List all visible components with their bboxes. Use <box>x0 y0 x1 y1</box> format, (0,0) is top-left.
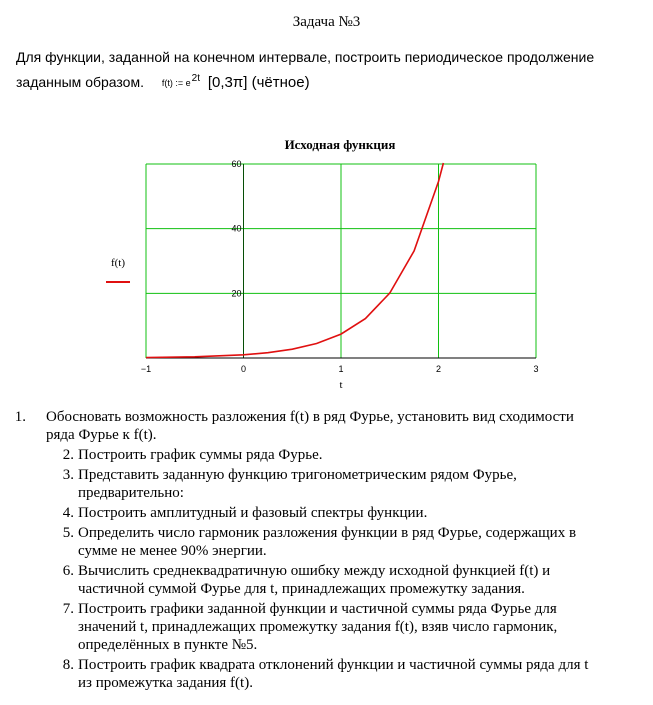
x-tick-label: −1 <box>140 364 152 374</box>
task-text-line: ряда Фурье к f(t). <box>46 427 157 443</box>
task-text-line: значений t, принадлежащих промежутку задания f(t), взяв число гармоник, <box>78 619 558 635</box>
task-text-line: предварительно: <box>78 485 184 501</box>
x-tick-label: 3 <box>533 364 539 374</box>
x-tick-label: 2 <box>435 364 442 374</box>
task-text-line: частичной суммой Фурье для t, принадлежащих промежутку задания. <box>78 581 525 597</box>
task-number: 8. <box>62 657 74 673</box>
task-text-line: Построить графики заданной функции и частичной суммы ряда Фурье для <box>78 601 557 617</box>
series-line <box>146 163 443 358</box>
task-number: 1. <box>14 409 26 425</box>
task-text-line: Построить график суммы ряда Фурье. <box>78 447 323 463</box>
x-tick-label: 1 <box>338 364 344 374</box>
chart-grid <box>146 164 536 358</box>
task-text-line: Вычислить среднеквадратичную ошибку между исходной функцией f(t) и <box>78 563 551 579</box>
formula-exponent: 2t <box>191 73 200 84</box>
formula-interval: [0,3π] (чётное) <box>207 74 310 91</box>
task-text-line: Определить число гармоник разложения функции в ряд Фурье, содержащих в <box>78 525 577 541</box>
chart-ticks <box>141 159 539 374</box>
intro-line-2 <box>16 68 641 94</box>
task-number: 4. <box>62 505 74 521</box>
intro-line-1: Для функции, заданной на конечном интервале, построить периодическое продолжение <box>16 49 595 65</box>
task-number: 6. <box>62 563 74 579</box>
y-axis-label: f(t) <box>110 257 126 269</box>
task-text-line: Построить амплитудный и фазовый спектры функции. <box>78 505 428 521</box>
task-text-line: Представить заданную функцию тригонометрическим рядом Фурье, <box>78 467 517 483</box>
task-number: 3. <box>62 467 74 483</box>
intro-paragraph <box>16 46 641 94</box>
task-text-line: из промежутка задания f(t). <box>78 675 253 691</box>
page-title: Задача №3 <box>292 14 361 30</box>
task-text-line: Обосновать возможность разложения f(t) в ряд Фурье, установить вид сходимости <box>46 409 574 425</box>
x-axis-label: t <box>339 379 343 391</box>
y-tick-label: 20 <box>231 288 242 299</box>
task-number: 7. <box>62 601 74 617</box>
task-text-line: Построить график квадрата отклонений функции и частичной суммы ряда для t <box>78 657 589 673</box>
chart-title: Исходная функция <box>284 137 396 152</box>
chart-series <box>146 163 444 358</box>
task-number: 5. <box>62 525 74 541</box>
y-tick-label: 40 <box>231 223 242 234</box>
y-tick-label: 60 <box>231 159 242 169</box>
task-number: 2. <box>62 447 74 463</box>
task-text-line: сумме не менее 90% энергии. <box>78 543 267 559</box>
function-chart <box>100 130 560 395</box>
task-text-line: определённых в пункте №5. <box>78 637 258 653</box>
intro-line-2-text: заданным образом. <box>16 74 144 90</box>
formula-lhs: f(t) := e <box>161 78 191 88</box>
x-tick-label: 0 <box>240 364 247 374</box>
